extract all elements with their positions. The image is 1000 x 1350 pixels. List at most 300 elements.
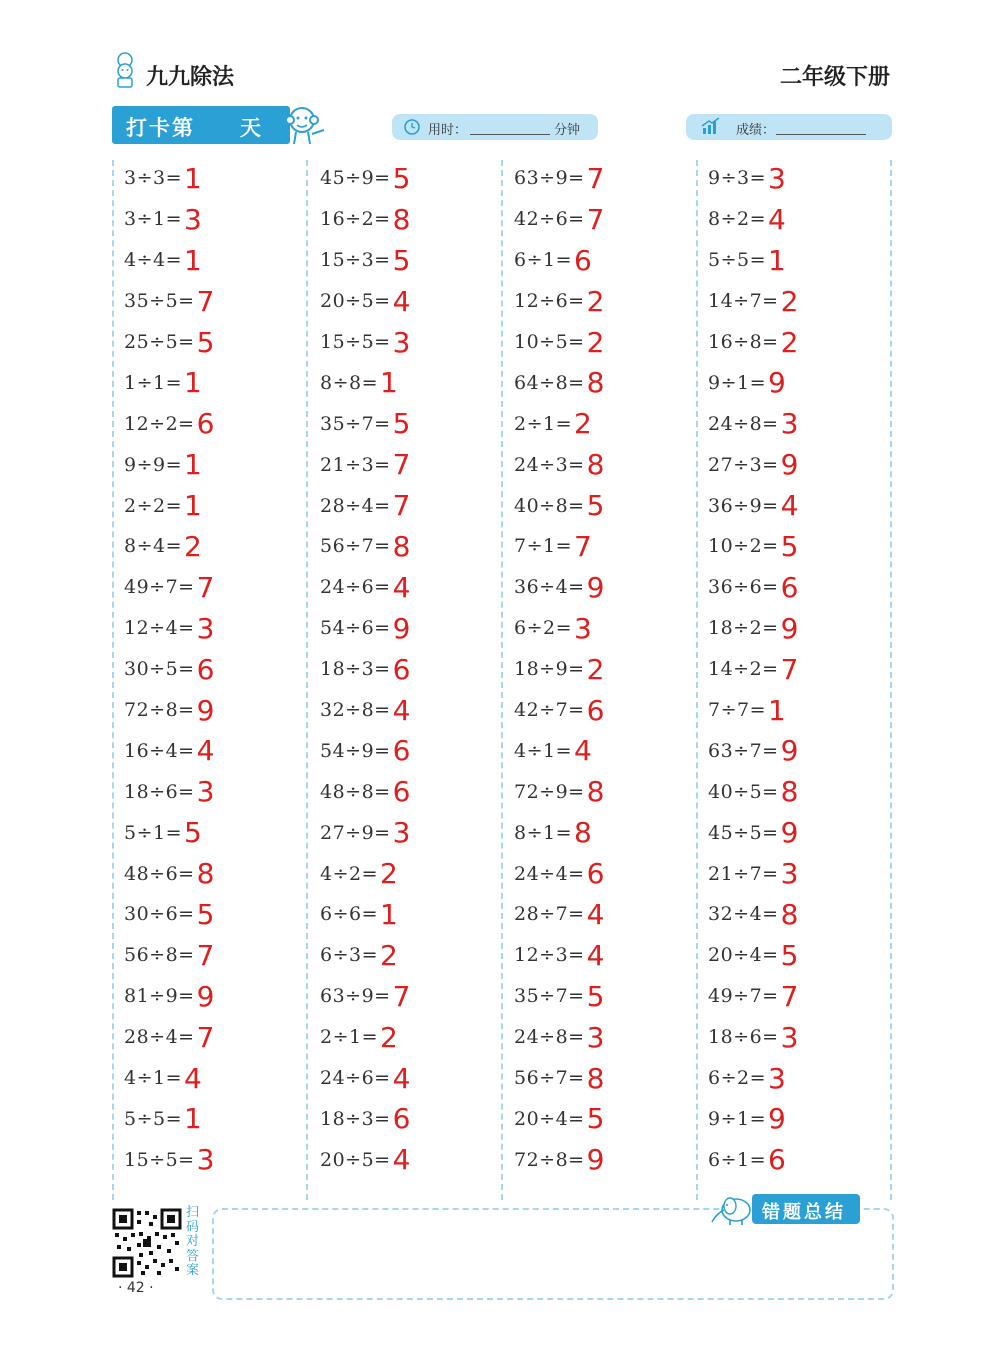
handwritten-answer[interactable]: 6 <box>392 1102 411 1136</box>
handwritten-answer[interactable]: 6 <box>196 407 215 441</box>
problem-row <box>124 567 314 608</box>
problem-question: 8÷2= <box>708 208 767 231</box>
handwritten-answer[interactable]: 1 <box>184 366 202 400</box>
handwritten-answer[interactable]: 9 <box>768 366 786 400</box>
problem-question: 9÷9= <box>124 453 183 476</box>
handwritten-answer[interactable]: 8 <box>574 816 592 850</box>
problem-row <box>124 1098 314 1139</box>
problem-row <box>514 1017 704 1058</box>
problem-row <box>320 1139 510 1180</box>
problem-row <box>514 649 704 690</box>
handwritten-answer[interactable]: 6 <box>196 652 215 686</box>
problem-row <box>124 1139 314 1180</box>
handwritten-answer[interactable]: 3 <box>586 1020 605 1054</box>
problem-row <box>514 567 704 608</box>
handwritten-answer[interactable]: 1 <box>380 366 398 400</box>
handwritten-answer[interactable]: 5 <box>184 816 202 850</box>
handwritten-answer[interactable]: 7 <box>196 284 215 318</box>
problem-question: 56÷8= <box>124 944 195 967</box>
handwritten-answer[interactable]: 9 <box>392 611 411 645</box>
problem-question: 7÷1= <box>514 535 573 558</box>
problem-question: 24÷6= <box>320 576 391 599</box>
problem-row <box>514 853 704 894</box>
problem-row <box>514 771 704 812</box>
handwritten-answer[interactable]: 9 <box>196 979 215 1013</box>
handwritten-answer[interactable]: 2 <box>780 284 799 318</box>
handwritten-answer[interactable]: 6 <box>768 1143 786 1177</box>
problem-question: 10÷2= <box>708 535 779 558</box>
problem-row <box>708 690 898 731</box>
problem-question: 16÷4= <box>124 739 195 762</box>
problem-row <box>320 935 510 976</box>
problem-question: 35÷5= <box>124 290 195 313</box>
handwritten-answer[interactable]: 9 <box>780 734 799 768</box>
problem-row <box>320 485 510 526</box>
handwritten-answer[interactable]: 7 <box>196 1020 215 1054</box>
problem-question: 15÷5= <box>320 331 391 353</box>
problem-question: 30÷6= <box>124 903 195 926</box>
problem-question: 14÷7= <box>708 290 779 313</box>
handwritten-answer[interactable]: 5 <box>196 897 215 931</box>
problem-row <box>514 812 704 853</box>
handwritten-answer[interactable]: 9 <box>780 448 799 482</box>
handwritten-answer[interactable]: 3 <box>780 407 799 441</box>
problem-question: 15÷5= <box>124 1148 195 1171</box>
problem-question: 28÷4= <box>124 1026 195 1049</box>
handwritten-answer[interactable]: 9 <box>586 1143 605 1177</box>
handwritten-answer[interactable]: 5 <box>780 529 799 563</box>
problem-question: 6÷1= <box>708 1148 767 1171</box>
handwritten-answer[interactable]: 4 <box>392 284 411 318</box>
handwritten-answer[interactable]: 7 <box>586 202 605 236</box>
problem-row <box>708 853 898 894</box>
problem-row <box>320 1017 510 1058</box>
handwritten-answer[interactable]: 1 <box>184 243 202 277</box>
handwritten-answer[interactable]: 3 <box>780 857 799 891</box>
problem-question: 12÷4= <box>124 617 195 640</box>
problem-row <box>124 730 314 771</box>
problem-row <box>124 526 314 567</box>
grade-label: 二年级下册 <box>779 65 890 90</box>
problem-question: 1÷1= <box>124 371 183 394</box>
problem-row <box>320 1098 510 1139</box>
handwritten-answer[interactable]: 7 <box>780 652 799 686</box>
problem-row <box>514 362 704 403</box>
problem-row <box>320 812 510 853</box>
problem-question: 10÷5= <box>514 331 585 353</box>
handwritten-answer[interactable]: 8 <box>586 1061 605 1095</box>
handwritten-answer[interactable]: 4 <box>392 693 411 727</box>
handwritten-answer[interactable]: 4 <box>392 1143 411 1177</box>
handwritten-answer[interactable]: 2 <box>184 529 202 563</box>
problem-row <box>124 403 314 444</box>
handwritten-answer[interactable]: 1 <box>768 693 786 727</box>
problem-row <box>320 322 510 363</box>
problem-row <box>124 362 314 403</box>
problem-question: 54÷6= <box>320 617 391 640</box>
problem-row <box>124 444 314 485</box>
problem-row <box>124 1058 314 1099</box>
problem-row <box>708 240 898 281</box>
problem-row <box>708 812 898 853</box>
handwritten-answer[interactable]: 5 <box>586 1102 605 1136</box>
problem-row <box>708 771 898 812</box>
problem-question: 4÷2= <box>320 862 379 885</box>
handwritten-answer[interactable]: 7 <box>574 529 592 563</box>
problem-row <box>708 199 898 240</box>
handwritten-answer[interactable]: 1 <box>184 1102 202 1136</box>
problem-question: 72÷9= <box>514 780 585 803</box>
handwritten-answer[interactable]: 8 <box>392 529 411 563</box>
problem-column-4 <box>708 158 898 1180</box>
problem-question: 63÷9= <box>320 985 391 1008</box>
handwritten-answer[interactable]: 2 <box>380 857 398 891</box>
problem-row <box>514 894 704 935</box>
problem-question: 24÷6= <box>320 1067 391 1090</box>
problem-column-1 <box>124 158 314 1180</box>
problem-question: 56÷7= <box>514 1067 585 1090</box>
problem-question: 63÷7= <box>708 739 779 762</box>
problem-question: 8÷8= <box>320 371 379 394</box>
handwritten-answer[interactable]: 7 <box>780 979 799 1013</box>
handwritten-answer[interactable]: 9 <box>586 570 605 604</box>
time-blank[interactable] <box>470 134 550 135</box>
handwritten-answer[interactable]: 3 <box>780 1020 799 1054</box>
time-unit: 分钟 <box>554 123 581 138</box>
problem-question: 21÷7= <box>708 862 779 885</box>
problem-row <box>124 1017 314 1058</box>
problem-row <box>708 485 898 526</box>
problem-question: 8÷4= <box>124 535 183 558</box>
handwritten-answer[interactable]: 8 <box>586 366 605 400</box>
problem-row <box>320 1058 510 1099</box>
problem-row <box>514 485 704 526</box>
problem-row <box>124 812 314 853</box>
problem-column-3 <box>514 158 704 1180</box>
problem-row <box>708 935 898 976</box>
problem-question: 20÷4= <box>708 944 779 967</box>
handwritten-answer[interactable]: 9 <box>780 816 799 850</box>
problem-question: 45÷5= <box>708 821 779 844</box>
problem-row <box>514 608 704 649</box>
problem-row <box>708 1017 898 1058</box>
handwritten-answer[interactable]: 7 <box>586 161 605 195</box>
handwritten-answer[interactable]: 8 <box>780 775 799 809</box>
problem-row <box>124 322 314 363</box>
handwritten-answer[interactable]: 4 <box>392 570 411 604</box>
mistakes-summary-label: 错题总结 <box>762 1202 846 1223</box>
problem-question: 9÷1= <box>708 371 767 394</box>
problem-row <box>320 567 510 608</box>
problem-question: 2÷1= <box>320 1026 379 1049</box>
handwritten-answer[interactable]: 3 <box>184 202 202 236</box>
handwritten-answer[interactable]: 3 <box>196 1143 215 1177</box>
handwritten-answer[interactable]: 1 <box>184 161 202 195</box>
problem-question: 6÷6= <box>320 903 379 926</box>
problem-row <box>124 771 314 812</box>
bar-chart-icon <box>700 116 722 136</box>
handwritten-answer[interactable]: 1 <box>768 243 786 277</box>
handwritten-answer[interactable]: 1 <box>184 448 202 482</box>
problem-row <box>514 526 704 567</box>
problem-row <box>708 322 898 363</box>
problem-question: 28÷7= <box>514 903 585 926</box>
handwritten-answer[interactable]: 8 <box>196 857 215 891</box>
problem-row <box>514 199 704 240</box>
problem-question: 49÷7= <box>124 576 195 599</box>
problem-row <box>320 199 510 240</box>
problem-question: 81÷9= <box>124 985 195 1008</box>
handwritten-answer[interactable]: 4 <box>392 1061 411 1095</box>
problem-question: 32÷4= <box>708 903 779 926</box>
handwritten-answer[interactable]: 2 <box>586 284 605 318</box>
handwritten-answer[interactable]: 6 <box>780 570 799 604</box>
problem-question: 64÷8= <box>514 371 585 394</box>
problem-row <box>514 158 704 199</box>
problem-question: 7÷7= <box>708 699 767 722</box>
problem-row <box>514 935 704 976</box>
problem-question: 9÷3= <box>708 167 767 190</box>
handwritten-answer[interactable]: 3 <box>574 611 592 645</box>
problem-row <box>708 526 898 567</box>
handwritten-answer[interactable]: 4 <box>196 734 215 768</box>
problem-row <box>514 444 704 485</box>
handwritten-answer[interactable]: 5 <box>392 407 411 441</box>
handwritten-answer[interactable]: 9 <box>768 1102 786 1136</box>
problem-question: 6÷2= <box>514 617 573 640</box>
problem-row <box>320 362 510 403</box>
problem-question: 16÷2= <box>320 208 391 231</box>
problem-row <box>708 976 898 1017</box>
qr-code-icon[interactable] <box>112 1208 182 1278</box>
problem-row <box>124 853 314 894</box>
problem-question: 32÷8= <box>320 699 391 722</box>
handwritten-answer[interactable]: 5 <box>586 979 605 1013</box>
problem-row <box>514 1139 704 1180</box>
problem-question: 12÷6= <box>514 290 585 313</box>
problem-row <box>708 444 898 485</box>
problem-row <box>320 690 510 731</box>
handwritten-answer[interactable]: 8 <box>780 897 799 931</box>
handwritten-answer[interactable]: 5 <box>392 243 411 277</box>
problem-row <box>124 608 314 649</box>
problem-row <box>514 240 704 281</box>
handwritten-answer[interactable]: 3 <box>768 161 786 195</box>
problem-question: 21÷3= <box>320 453 391 476</box>
handwritten-answer[interactable]: 2 <box>380 1020 398 1054</box>
handwritten-answer[interactable]: 3 <box>392 325 411 359</box>
problem-question: 40÷8= <box>514 494 585 517</box>
handwritten-answer[interactable]: 7 <box>392 489 411 523</box>
problem-row <box>708 649 898 690</box>
monkey-mascot-icon <box>282 100 330 148</box>
problem-row <box>124 199 314 240</box>
handwritten-answer[interactable]: 2 <box>586 652 605 686</box>
problem-question: 6÷2= <box>708 1067 767 1090</box>
handwritten-answer[interactable]: 2 <box>574 407 592 441</box>
handwritten-answer[interactable]: 4 <box>586 897 605 931</box>
handwritten-answer[interactable]: 8 <box>392 202 411 236</box>
problem-row <box>708 1058 898 1099</box>
page-number: · 42 · <box>118 1280 154 1296</box>
problem-question: 20÷5= <box>320 290 391 313</box>
score-label: 成绩： <box>736 123 776 138</box>
problem-question: 18÷3= <box>320 1107 391 1130</box>
problem-question: 18÷3= <box>320 658 391 681</box>
problem-question: 49÷7= <box>708 985 779 1008</box>
problem-question: 18÷9= <box>514 658 585 681</box>
problem-question: 48÷6= <box>124 862 195 885</box>
problem-question: 27÷9= <box>320 821 391 844</box>
problem-question: 3÷1= <box>124 208 183 231</box>
problem-question: 18÷6= <box>708 1026 779 1049</box>
book-title: 九九除法 <box>146 65 235 90</box>
problem-row <box>514 1098 704 1139</box>
problem-question: 54÷9= <box>320 739 391 762</box>
handwritten-answer[interactable]: 7 <box>196 938 215 972</box>
problem-row <box>514 690 704 731</box>
problem-question: 24÷8= <box>514 1026 585 1049</box>
problem-row <box>320 853 510 894</box>
punch-in-label: 打卡第 <box>126 116 195 140</box>
problem-row <box>320 894 510 935</box>
handwritten-answer[interactable]: 1 <box>184 489 202 523</box>
column-divider <box>112 160 114 1200</box>
handwritten-answer[interactable]: 8 <box>586 775 605 809</box>
problem-question: 63÷9= <box>514 167 585 190</box>
problem-question: 40÷5= <box>708 780 779 803</box>
problem-row <box>320 608 510 649</box>
problem-question: 4÷1= <box>124 1067 183 1090</box>
handwritten-answer[interactable]: 5 <box>392 161 411 195</box>
handwritten-answer[interactable]: 4 <box>184 1061 202 1095</box>
problem-question: 42÷6= <box>514 208 585 231</box>
problem-row <box>320 526 510 567</box>
problem-row <box>320 444 510 485</box>
problem-question: 28÷4= <box>320 494 391 517</box>
problem-question: 35÷7= <box>320 412 391 435</box>
handwritten-answer[interactable]: 3 <box>768 1061 786 1095</box>
problem-question: 16÷8= <box>708 331 779 353</box>
scan-for-answers-label: 扫码对答案 <box>186 1205 200 1278</box>
problem-row <box>708 158 898 199</box>
problem-question: 5÷5= <box>124 1107 183 1130</box>
score-blank[interactable] <box>776 134 866 135</box>
problem-question: 12÷3= <box>514 944 585 967</box>
problem-question: 35÷7= <box>514 985 585 1008</box>
problem-question: 2÷2= <box>124 494 183 517</box>
handwritten-answer[interactable]: 6 <box>586 857 605 891</box>
handwritten-answer[interactable]: 5 <box>780 938 799 972</box>
handwritten-answer[interactable]: 2 <box>586 325 605 359</box>
problem-row <box>320 403 510 444</box>
elephant-icon <box>706 1190 756 1226</box>
problem-question: 4÷4= <box>124 249 183 272</box>
handwritten-answer[interactable]: 9 <box>196 693 215 727</box>
handwritten-answer[interactable]: 6 <box>392 734 411 768</box>
handwritten-answer[interactable]: 2 <box>380 938 398 972</box>
problem-row <box>708 1139 898 1180</box>
problem-row <box>320 976 510 1017</box>
problem-row <box>708 894 898 935</box>
problem-question: 15÷3= <box>320 249 391 272</box>
clock-icon <box>402 116 422 136</box>
problem-row <box>124 935 314 976</box>
handwritten-answer[interactable]: 3 <box>196 775 215 809</box>
handwritten-answer[interactable]: 4 <box>780 489 799 523</box>
problem-question: 24÷4= <box>514 862 585 885</box>
handwritten-answer[interactable]: 7 <box>392 448 411 482</box>
handwritten-answer[interactable]: 1 <box>380 897 398 931</box>
problem-row <box>514 281 704 322</box>
handwritten-answer[interactable]: 2 <box>780 325 799 359</box>
problem-question: 20÷4= <box>514 1107 585 1130</box>
problem-question: 14÷2= <box>708 658 779 681</box>
handwritten-answer[interactable]: 9 <box>780 611 799 645</box>
problem-question: 72÷8= <box>124 699 195 722</box>
problem-row <box>514 322 704 363</box>
handwritten-answer[interactable]: 4 <box>574 734 592 768</box>
problem-row <box>708 1098 898 1139</box>
handwritten-answer[interactable]: 3 <box>392 816 411 850</box>
problem-row <box>124 240 314 281</box>
handwritten-answer[interactable]: 5 <box>586 489 605 523</box>
problem-row <box>320 158 510 199</box>
problem-question: 72÷8= <box>514 1148 585 1171</box>
handwritten-answer[interactable]: 7 <box>196 570 215 604</box>
problem-question: 24÷8= <box>708 412 779 435</box>
problem-question: 42÷7= <box>514 699 585 722</box>
handwritten-answer[interactable]: 5 <box>196 325 215 359</box>
problem-row <box>708 730 898 771</box>
problem-row <box>124 976 314 1017</box>
problem-question: 45÷9= <box>320 167 391 190</box>
problem-question: 20÷5= <box>320 1148 391 1171</box>
problem-row <box>124 894 314 935</box>
problem-question: 48÷8= <box>320 780 391 803</box>
problem-question: 2÷1= <box>514 412 573 435</box>
handwritten-answer[interactable]: 3 <box>196 611 215 645</box>
handwritten-answer[interactable]: 6 <box>586 693 605 727</box>
handwritten-answer[interactable]: 7 <box>392 979 411 1013</box>
handwritten-answer[interactable]: 4 <box>586 938 605 972</box>
handwritten-answer[interactable]: 4 <box>768 202 786 236</box>
problem-question: 24÷3= <box>514 453 585 476</box>
problem-question: 9÷1= <box>708 1107 767 1130</box>
problem-row <box>320 240 510 281</box>
problem-question: 36÷6= <box>708 576 779 599</box>
handwritten-answer[interactable]: 6 <box>392 775 411 809</box>
problem-row <box>708 567 898 608</box>
problem-row <box>320 281 510 322</box>
problem-question: 4÷1= <box>514 739 573 762</box>
problem-row <box>514 730 704 771</box>
problem-row <box>708 608 898 649</box>
punch-in-day-suffix: 天 <box>240 116 261 140</box>
handwritten-answer[interactable]: 8 <box>586 448 605 482</box>
problem-question: 3÷3= <box>124 167 183 190</box>
problem-question: 8÷1= <box>514 821 573 844</box>
handwritten-answer[interactable]: 6 <box>574 243 592 277</box>
problem-row <box>124 649 314 690</box>
problem-question: 27÷3= <box>708 453 779 476</box>
handwritten-answer[interactable]: 6 <box>392 652 411 686</box>
problem-question: 36÷4= <box>514 576 585 599</box>
time-label: 用时： <box>428 123 468 138</box>
problem-row <box>514 1058 704 1099</box>
problem-row <box>320 649 510 690</box>
problem-row <box>124 158 314 199</box>
